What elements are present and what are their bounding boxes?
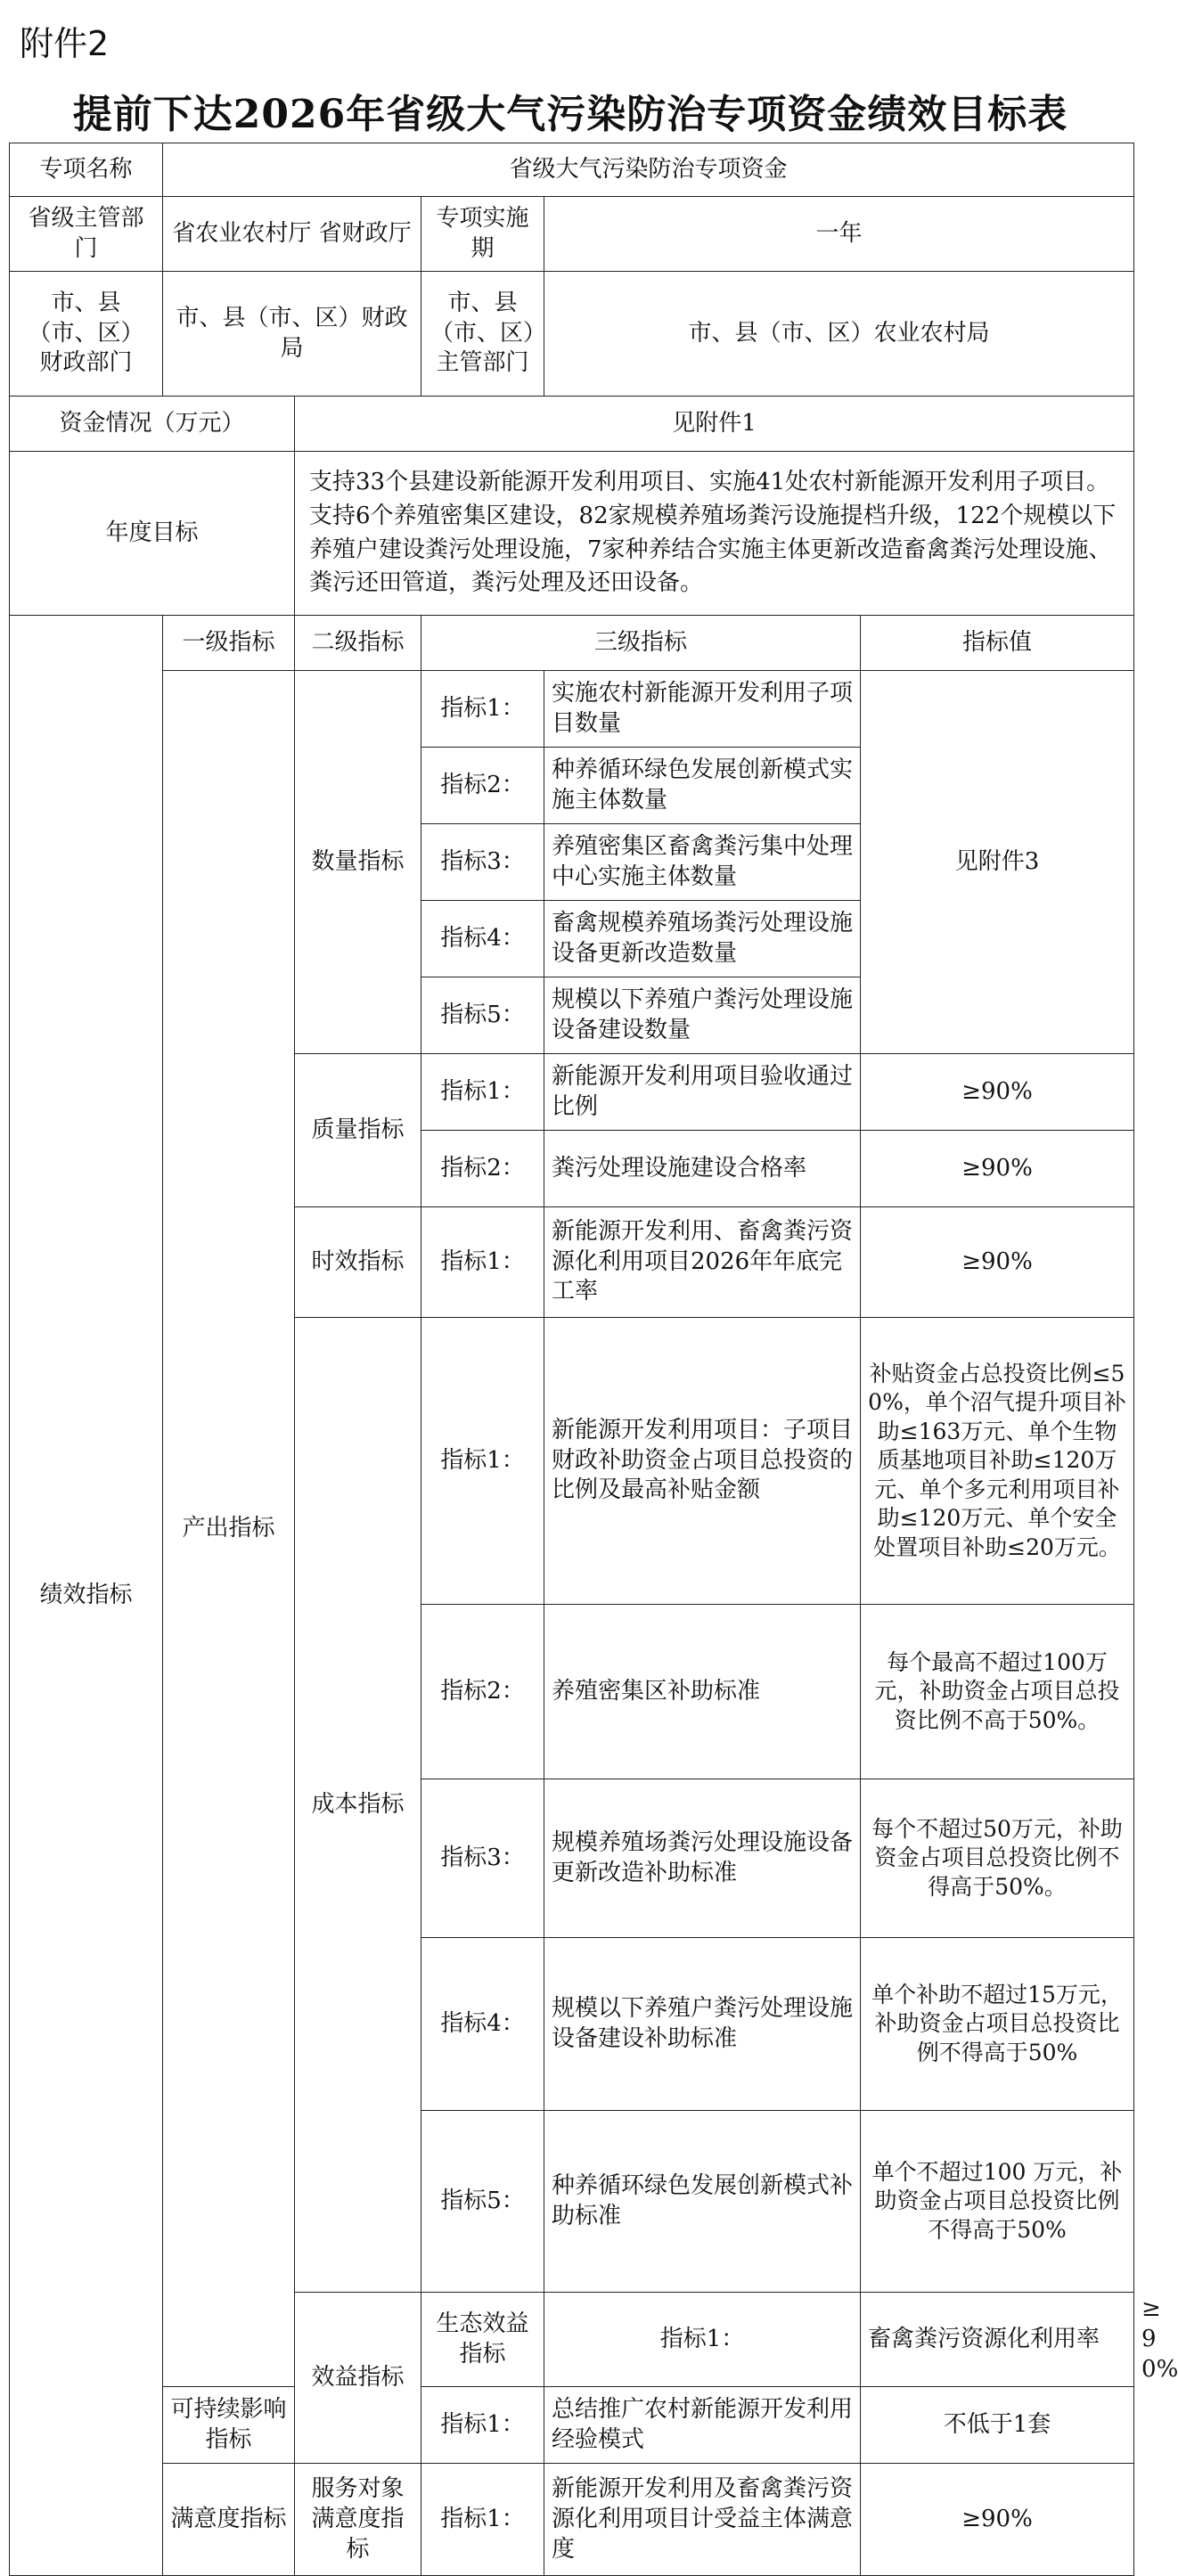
table-row — [10, 2464, 1134, 2576]
indicator-no: 指标1： — [421, 1318, 544, 1605]
col-level2: 二级指标 — [295, 616, 421, 671]
table-row: 效益指标 生态效益指标 指标1： 畜禽粪污资源化利用率 ≥90% — [10, 2293, 1134, 2387]
quantity-label: 数量指标 — [295, 671, 421, 1054]
table-row — [10, 671, 1134, 748]
indicator-name: 种养循环绿色发展创新模式实施主体数量 — [544, 748, 861, 824]
indicator-no: 指标1： — [421, 2387, 544, 2464]
indicator-no: 指标1： — [421, 1054, 544, 1131]
benefit-label: 效益指标 — [295, 2293, 421, 2464]
indicator-no: 指标1： — [421, 2464, 544, 2576]
indicator-value: 补贴资金占总投资比例≤50%，单个沼气提升项目补助≤163万元、单个生物质基地项目补助≤120万元、单个多元利用项目补助≤120万元、单个安全处置项目补助≤20万元。 — [861, 1318, 1134, 1605]
perf-label: 绩效指标 — [10, 616, 163, 2576]
indicator-name: 新能源开发利用及畜禽粪污资源化利用项目计受益主体满意度 — [544, 2464, 861, 2576]
indicator-value: ≥90% — [861, 1131, 1134, 1207]
performance-target-table — [9, 143, 1178, 2576]
indicator-name: 规模以下养殖户粪污处理设施设备建设补助标准 — [544, 1938, 861, 2111]
output-label: 产出指标 — [163, 671, 295, 2387]
city-finance-value: 市、县（市、区）财政局 — [163, 272, 421, 397]
attachment-label: 附件2 — [20, 24, 110, 63]
service-label: 服务对象满意度指标 — [295, 2464, 421, 2576]
col-level1: 一级指标 — [163, 616, 295, 671]
city-dept-value: 市、县（市、区）农业农村局 — [544, 272, 1134, 397]
indicator-name: 新能源开发利用项目验收通过比例 — [544, 1054, 861, 1131]
indicator-value: ≥90% — [861, 2464, 1134, 2576]
table-row — [10, 143, 1134, 197]
indicator-value: 每个最高不超过100万元，补助资金占项目总投资比例不高于50%。 — [861, 1605, 1134, 1779]
cost-label: 成本指标 — [295, 1318, 421, 2293]
city-dept-label: 市、县（市、区）主管部门 — [421, 272, 544, 397]
indicator-value: 不低于1套 — [861, 2387, 1134, 2464]
indicator-name: 种养循环绿色发展创新模式补助标准 — [544, 2111, 861, 2293]
period-label: 专项实施期 — [421, 197, 544, 272]
indicator-value: 单个补助不超过15万元，补助资金占项目总投资比例不得高于50% — [861, 1938, 1134, 2111]
indicator-name: 规模以下养殖户粪污处理设施设备建设数量 — [544, 977, 861, 1054]
sustain-label: 可持续影响指标 — [163, 2387, 295, 2464]
table-row — [10, 452, 1134, 616]
indicator-no: 指标5： — [421, 977, 544, 1054]
indicator-name: 总结推广农村新能源开发利用经验模式 — [544, 2387, 861, 2464]
indicator-name: 畜禽规模养殖场粪污处理设施设备更新改造数量 — [544, 901, 861, 977]
indicator-no: 指标2： — [421, 1605, 544, 1779]
indicator-name: 新能源开发利用项目：子项目财政补助资金占项目总投资的比例及最高补贴金额 — [544, 1318, 861, 1605]
indicator-no: 指标5： — [421, 2111, 544, 2293]
page-title: 提前下达2026年省级大气污染防治专项资金绩效目标表 — [72, 92, 1068, 137]
indicator-value: ≥90% — [861, 1207, 1134, 1318]
project-name-value: 省级大气污染防治专项资金 — [163, 143, 1134, 197]
quality-label: 质量指标 — [295, 1054, 421, 1207]
funds-value: 见附件1 — [295, 397, 1134, 452]
satisfaction-label: 满意度指标 — [163, 2464, 295, 2576]
project-name-label: 专项名称 — [10, 143, 163, 197]
indicator-name: 养殖密集区畜禽粪污集中处理中心实施主体数量 — [544, 824, 861, 901]
indicator-no: 指标2： — [421, 1131, 544, 1207]
col-level3: 三级指标 — [421, 616, 861, 671]
timeliness-label: 时效指标 — [295, 1207, 421, 1318]
indicator-no: 指标1： — [421, 671, 544, 748]
dept-label: 省级主管部门 — [10, 197, 163, 272]
indicator-name: 规模养殖场粪污处理设施设备更新改造补助标准 — [544, 1779, 861, 1938]
indicator-no: 指标3： — [421, 1779, 544, 1938]
indicator-no: 指标2： — [421, 748, 544, 824]
city-finance-label: 市、县（市、区）财政部门 — [10, 272, 163, 397]
table-row — [10, 2387, 1134, 2464]
col-value: 指标值 — [861, 616, 1134, 671]
indicator-name: 养殖密集区补助标准 — [544, 1605, 861, 1779]
table-row — [10, 272, 1134, 397]
indicator-no: 指标1： — [544, 2293, 861, 2387]
indicator-no: 指标1： — [421, 1207, 544, 1318]
indicator-no: 指标4： — [421, 901, 544, 977]
table-row — [10, 197, 1134, 272]
funds-label: 资金情况（万元） — [10, 397, 295, 452]
period-value: 一年 — [544, 197, 1134, 272]
annual-goal-text: 支持33个县建设新能源开发利用项目、实施41处农村新能源开发利用子项目。支持6个养殖密集区建设，82家规模养殖场粪污设施提档升级，122个规模以下养殖户建设粪污处理设施，7家种养结合实施主体更新改造畜禽粪污处理设施、粪污还田管道，粪污处理及还田设备。 — [295, 452, 1134, 616]
indicator-name: 粪污处理设施建设合格率 — [544, 1131, 861, 1207]
indicator-no: 指标3： — [421, 824, 544, 901]
indicator-value: 每个不超过50万元，补助资金占项目总投资比例不得高于50%。 — [861, 1779, 1134, 1938]
dept-value: 省农业农村厅 省财政厅 — [163, 197, 421, 272]
indicator-value: ≥90% — [861, 1054, 1134, 1131]
quantity-value: 见附件3 — [861, 671, 1134, 1054]
indicator-name: 新能源开发利用、畜禽粪污资源化利用项目2026年年底完工率 — [544, 1207, 861, 1318]
indicator-value: 单个不超过100 万元，补助资金占项目总投资比例不得高于50% — [861, 2111, 1134, 2293]
table-row — [10, 397, 1134, 452]
indicator-no: 指标4： — [421, 1938, 544, 2111]
indicator-name: 实施农村新能源开发利用子项目数量 — [544, 671, 861, 748]
eco-label: 生态效益指标 — [421, 2293, 544, 2387]
table-row — [10, 616, 1134, 671]
indicator-name: 畜禽粪污资源化利用率 — [861, 2293, 1134, 2387]
annual-goal-label: 年度目标 — [10, 452, 295, 616]
